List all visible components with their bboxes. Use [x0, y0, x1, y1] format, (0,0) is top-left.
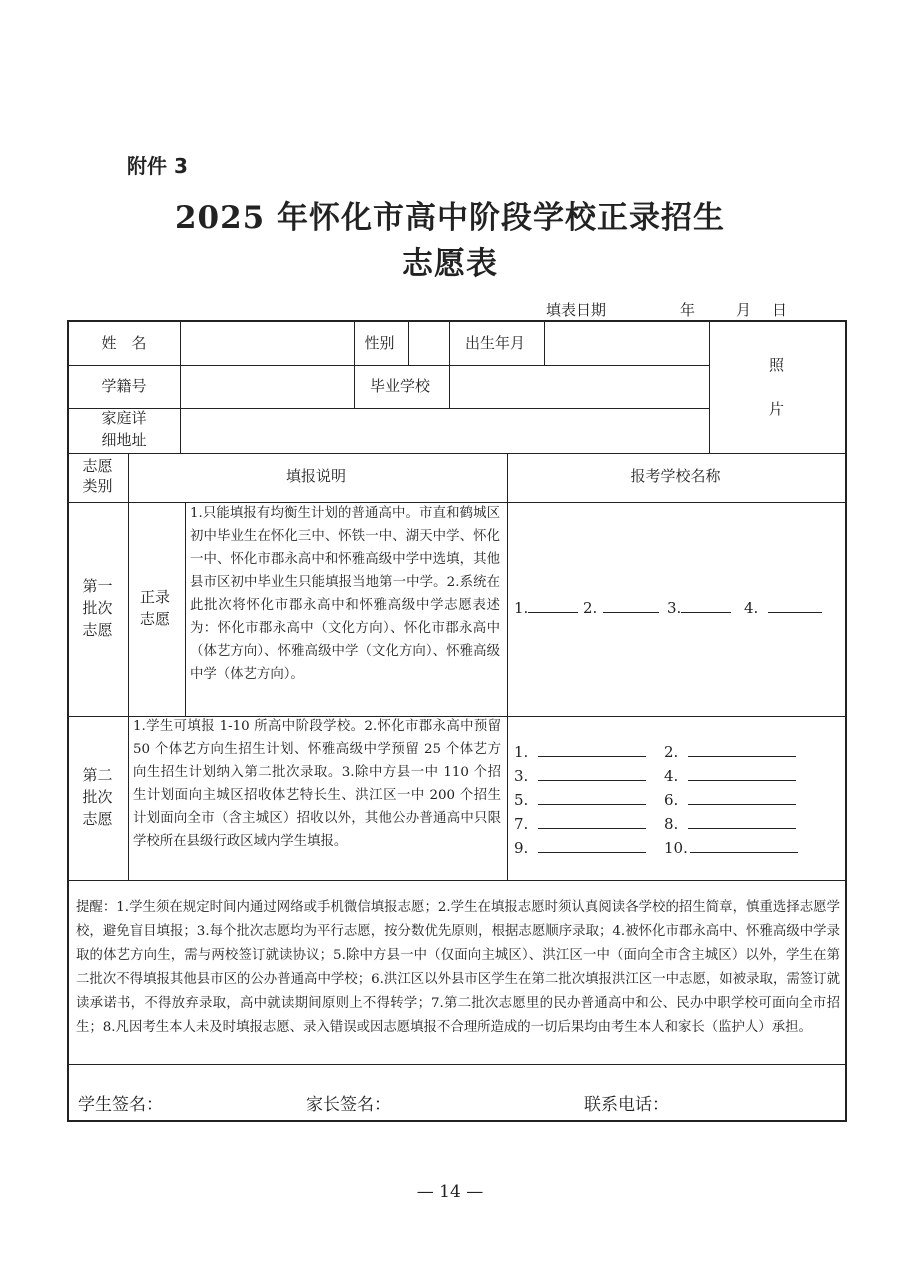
- date-year: 年: [680, 301, 696, 319]
- name-label: 姓 名: [101, 334, 147, 352]
- school-names-header: 报考学校名称: [630, 467, 721, 485]
- batch1-sub-line1: 正录: [139, 587, 170, 606]
- batch1-choice-4[interactable]: [744, 596, 822, 617]
- batch1-sub-label: [127, 501, 183, 714]
- choice-blank[interactable]: [538, 740, 646, 757]
- choice-number: 6.: [664, 791, 679, 809]
- category-header-line1: 志愿: [82, 457, 113, 475]
- address-label-line1: 家庭详: [101, 409, 147, 427]
- choice-blank[interactable]: [538, 812, 646, 829]
- choice-blank[interactable]: [538, 788, 646, 805]
- choice-blank[interactable]: [538, 764, 646, 781]
- graduation-school-field[interactable]: [448, 365, 706, 407]
- batch2-label-line2: 批次: [82, 787, 113, 806]
- address-field[interactable]: [180, 407, 706, 451]
- batch2-label-line1: 第二: [82, 765, 113, 784]
- date-day: 日: [772, 301, 788, 319]
- parent-signature-label: 家长签名：: [306, 1095, 391, 1115]
- choice-number: 2.: [664, 743, 679, 761]
- photo-char-1: 照: [768, 355, 784, 374]
- birth-field[interactable]: [543, 322, 706, 364]
- choice-number: 3.: [514, 767, 529, 785]
- batch2-choice-10[interactable]: [664, 836, 798, 857]
- choice-blank[interactable]: [688, 812, 796, 829]
- student-id-field[interactable]: [180, 365, 352, 407]
- batch2-choice-7[interactable]: [514, 812, 646, 833]
- batch1-label-line2: 批次: [82, 598, 113, 617]
- batch1-sub-line2: 志愿: [139, 609, 170, 628]
- photo-char-2: 片: [768, 399, 784, 418]
- gender-label: 性别: [364, 334, 395, 352]
- annex-label: 附件 3: [127, 154, 188, 178]
- batch1-choice-3[interactable]: [667, 596, 731, 617]
- col-divider: [185, 502, 186, 716]
- row-divider: [69, 1064, 847, 1065]
- choice-number: 8.: [664, 815, 679, 833]
- choice-number: 2.: [583, 599, 598, 617]
- category-header-line2: 类别: [82, 477, 113, 495]
- choice-blank[interactable]: [690, 836, 798, 853]
- choice-number: 9.: [514, 839, 529, 857]
- choice-blank[interactable]: [688, 788, 796, 805]
- photo-box[interactable]: [708, 322, 845, 451]
- batch2-choice-9[interactable]: [514, 836, 646, 857]
- choice-blank[interactable]: [688, 764, 796, 781]
- gender-field[interactable]: [407, 322, 447, 364]
- row-divider: [69, 880, 847, 881]
- address-label: [69, 407, 179, 451]
- batch2-label-line3: 志愿: [82, 809, 113, 828]
- choice-blank[interactable]: [538, 836, 646, 853]
- batch2-instructions: 1.学生可填报 1-10 所高中阶段学校。2.怀化市郡永高中预留 50 个体艺方向生招生计划、怀雅高级中学预留 25 个体艺方向生招生计划纳入第二批次录取。3.除中方县一中 110 个招生计划面向主城区招收体艺特长生、洪江区一中 200 个招生计划面向全市（含主城区）招收以外，其他公办普通高中只限学校所在县级行政区域内学生填报。: [133, 719, 501, 849]
- choice-blank[interactable]: [768, 596, 822, 613]
- choice-blank[interactable]: [681, 596, 731, 613]
- choice-number: 1.: [514, 599, 529, 617]
- form-subtitle: 志愿表: [402, 246, 498, 282]
- batch1-choice-2[interactable]: [583, 596, 659, 617]
- graduation-school-label: 毕业学校: [369, 377, 430, 395]
- choice-blank[interactable]: [603, 596, 659, 613]
- batch2-choice-5[interactable]: [514, 788, 646, 809]
- address-label-line2: 细地址: [101, 431, 147, 449]
- batch2-choice-3[interactable]: [514, 764, 646, 785]
- birth-label: 出生年月: [464, 334, 525, 352]
- batch2-choice-4[interactable]: [664, 764, 796, 785]
- batch1-instructions: 1.只能填报有均衡生计划的普通高中。市直和鹤城区初中毕业生在怀化三中、怀铁一中、湖天中学、怀化一中、怀化市郡永高中和怀雅高级中学中选填，其他县市区初中毕业生只能填报当地第一中学。2.系统在此批次将怀化市郡永高中和怀雅高级中学志愿表述为：怀化市郡永高中（文化方向）、怀化市郡永高中（体艺方向）、怀雅高级中学（文化方向）、怀雅高级中学（体艺方向）。: [190, 506, 500, 682]
- page-number: — 14 —: [416, 1182, 484, 1202]
- choice-number: 3.: [667, 599, 682, 617]
- batch2-choice-1[interactable]: [514, 740, 646, 761]
- date-month: 月: [736, 301, 752, 319]
- contact-phone-label: 联系电话：: [584, 1095, 669, 1115]
- form-title: 2025 年怀化市高中阶段学校正录招生: [174, 200, 726, 236]
- choice-number: 4.: [744, 599, 759, 617]
- batch1-choice-1[interactable]: [514, 596, 578, 617]
- reminder-notes: 提醒：1.学生须在规定时间内通过网络或手机微信填报志愿；2.学生在填报志愿时须认真阅读各学校的招生简章，慎重选择志愿学校，避免盲目填报；3.每个批次志愿均为平行志愿，按分数优先原则，根据志愿顺序录取；4.被怀化市郡永高中、怀雅高级中学录取的体艺方向生，需与两校签订就读协议；5.除中方县一中（仅面向主城区）、洪江区一中（面向全市含主城区）以外，学生在第二批次不得填报其他县市区的公办普通高中学校；6.洪江区以外县市区学生在第二批次填报洪江区一中志愿，如被录取，需签订就读承诺书，不得放弃录取，高中就读期间原则上不得转学；7.第二批次志愿里的民办普通高中和公、民办中职学校可面向全市招生；8.凡因考生本人未及时填报志愿、录入错误或因志愿填报不合理所造成的一切后果均由考生本人和家长（监护人）承担。: [76, 900, 840, 1035]
- col-divider: [507, 716, 508, 880]
- date-label: 填表日期: [546, 301, 607, 319]
- name-field[interactable]: [180, 322, 352, 364]
- student-signature-label: 学生签名：: [78, 1095, 163, 1115]
- batch2-choice-6[interactable]: [664, 788, 796, 809]
- choice-number: 5.: [514, 791, 529, 809]
- choice-number: 7.: [514, 815, 529, 833]
- batch2-choice-8[interactable]: [664, 812, 796, 833]
- choice-number: 4.: [664, 767, 679, 785]
- batch2-label: [69, 715, 126, 878]
- choice-number: 10.: [664, 839, 688, 857]
- choice-blank[interactable]: [528, 596, 578, 613]
- batch2-choice-2[interactable]: [664, 740, 796, 761]
- choice-blank[interactable]: [688, 740, 796, 757]
- batch1-label-line1: 第一: [82, 576, 113, 595]
- batch1-label-line3: 志愿: [82, 620, 113, 639]
- instructions-header: 填报说明: [285, 467, 346, 485]
- choice-number: 1.: [514, 743, 529, 761]
- category-header: [69, 452, 126, 500]
- student-id-label: 学籍号: [101, 377, 147, 395]
- batch1-label: [69, 501, 126, 714]
